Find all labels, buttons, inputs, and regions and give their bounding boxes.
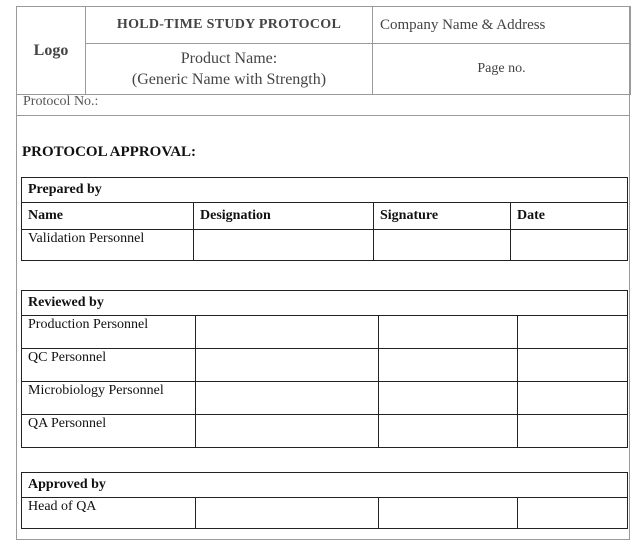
signature-cell[interactable]: [379, 349, 518, 382]
protocol-number-row: [16, 92, 630, 116]
designation-cell[interactable]: [194, 230, 374, 261]
logo-placeholder: Logo: [17, 7, 86, 95]
protocol-number-label: Protocol No.:: [23, 94, 99, 109]
date-cell[interactable]: [518, 415, 628, 448]
table-row: [22, 382, 628, 415]
date-cell[interactable]: [518, 498, 628, 529]
table-caption: Reviewed by: [22, 291, 628, 316]
designation-cell[interactable]: [196, 498, 379, 529]
date-cell[interactable]: [518, 349, 628, 382]
personnel-name-cell: Head of QA: [22, 498, 196, 529]
signature-cell[interactable]: [379, 498, 518, 529]
column-header-date: Date: [511, 203, 628, 230]
approved-by-table: [21, 472, 628, 529]
column-header-designation: Designation: [194, 203, 374, 230]
prepared-by-table: [21, 177, 628, 261]
designation-cell[interactable]: [196, 316, 379, 349]
personnel-name-cell: Validation Personnel: [22, 230, 194, 261]
table-row: [22, 498, 628, 529]
personnel-name-cell: Microbiology Personnel: [22, 382, 196, 415]
table-row: [22, 349, 628, 382]
generic-name-label: (Generic Name with Strength): [131, 71, 327, 88]
personnel-name-cell: QA Personnel: [22, 415, 196, 448]
reviewed-by-table: [21, 290, 628, 448]
date-cell[interactable]: [518, 316, 628, 349]
personnel-name-cell: Production Personnel: [22, 316, 196, 349]
table-row: [22, 415, 628, 448]
signature-cell[interactable]: [374, 230, 511, 261]
signature-cell[interactable]: [379, 382, 518, 415]
page-bottom-rule: [16, 539, 630, 540]
column-header-name: Name: [22, 203, 194, 230]
document-title: HOLD-TIME STUDY PROTOCOL: [86, 7, 373, 44]
table-caption: Prepared by: [22, 178, 628, 203]
table-row: [22, 230, 628, 261]
table-row: [22, 316, 628, 349]
product-name-cell: [86, 44, 373, 95]
document-header: [16, 6, 631, 95]
section-heading: PROTOCOL APPROVAL:: [22, 144, 197, 160]
product-name-label: Product Name:: [180, 50, 278, 67]
company-name-address: Company Name & Address: [373, 7, 631, 44]
column-header-signature: Signature: [374, 203, 511, 230]
personnel-name-cell: QC Personnel: [22, 349, 196, 382]
signature-cell[interactable]: [379, 415, 518, 448]
signature-cell[interactable]: [379, 316, 518, 349]
designation-cell[interactable]: [196, 382, 379, 415]
date-cell[interactable]: [511, 230, 628, 261]
designation-cell[interactable]: [196, 415, 379, 448]
designation-cell[interactable]: [196, 349, 379, 382]
date-cell[interactable]: [518, 382, 628, 415]
page-number: Page no.: [373, 44, 631, 95]
table-caption: Approved by: [22, 473, 628, 498]
